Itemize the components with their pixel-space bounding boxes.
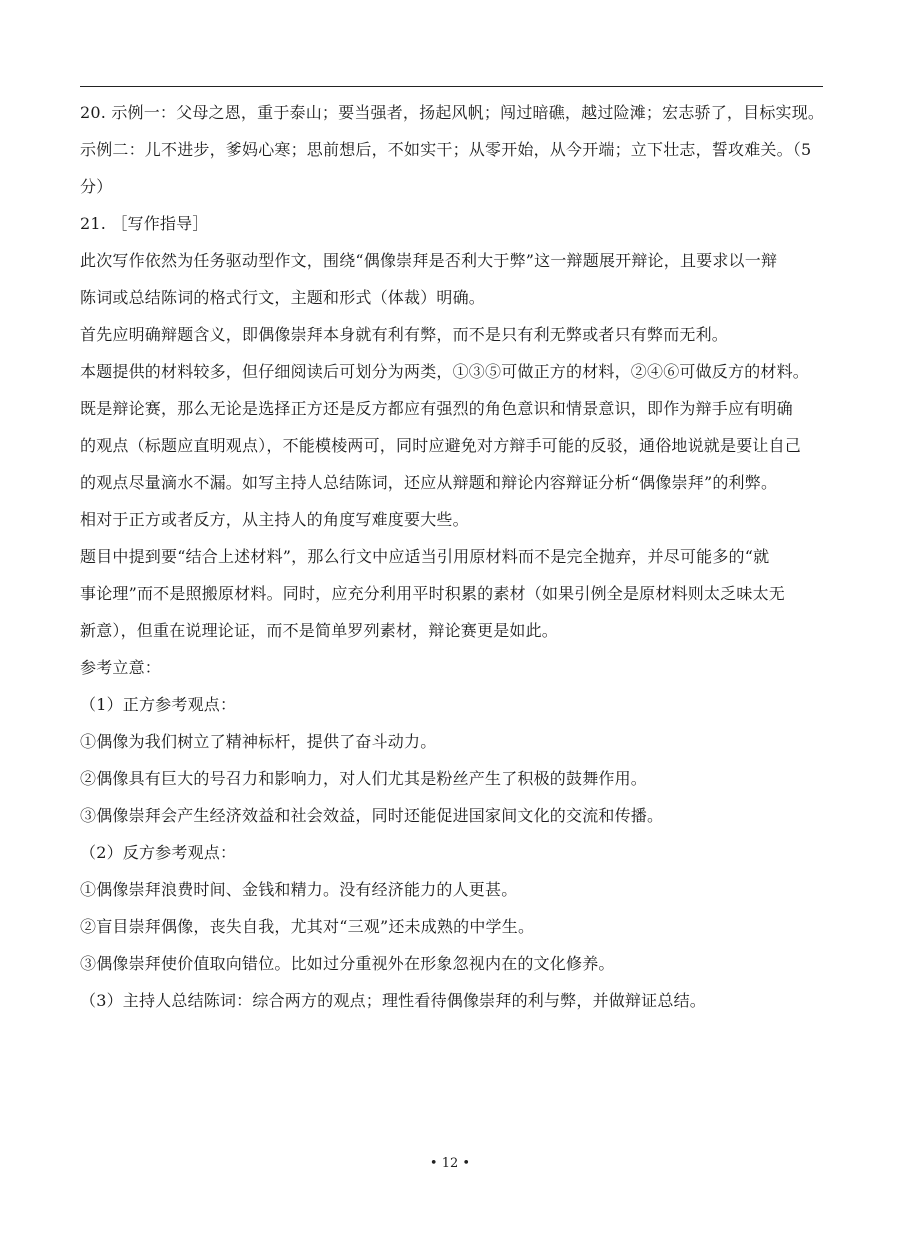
list-item: ③偶像崇拜会产生经济效益和社会效益，同时还能促进国家间文化的交流和传播。: [80, 806, 664, 825]
text-line: 题目中提到要“结合上述材料”，那么行文中应适当引用原材料而不是完全抛弃，并尽可能多的“就: [80, 547, 770, 566]
list-item: ③偶像崇拜使价值取向错位。比如过分重视外在形象忽视内在的文化修养。: [80, 954, 615, 973]
text-line: 20. 示例一：父母之恩，重于泰山；要当强者，扬起风帆；闯过暗礁，越过险滩；宏志骄了，目标实现。: [80, 103, 825, 122]
text-line: 首先应明确辩题含义，即偶像崇拜本身就有利有弊，而不是只有利无弊或者只有弊而无利。: [80, 325, 729, 344]
text-line: 既是辩论赛，那么无论是选择正方还是反方都应有强烈的角色意识和情景意识，即作为辩手应有明确: [80, 399, 793, 418]
sub-heading: （1）正方参考观点：: [80, 695, 237, 714]
text-line: 示例二：儿不进步，爹妈心寒；思前想后，不如实干；从零开始，从今开端；立下壮志，誓攻难关。（5: [80, 140, 812, 159]
text-line: 相对于正方或者反方，从主持人的角度写难度要大些。: [80, 510, 469, 529]
sub-heading: 参考立意：: [80, 658, 162, 677]
list-item: ②偶像具有巨大的号召力和影响力，对人们尤其是粉丝产生了积极的鼓舞作用。: [80, 769, 648, 788]
text-line: 陈词或总结陈词的格式行文，主题和形式（体裁）明确。: [80, 288, 486, 307]
list-item: ②盲目崇拜偶像，丧失自我，尤其对“三观”还未成熟的中学生。: [80, 917, 535, 936]
header-rule: [80, 86, 823, 87]
list-item: ①偶像崇拜浪费时间、金钱和精力。没有经济能力的人更甚。: [80, 880, 518, 899]
page-number: • 12 •: [429, 1156, 471, 1171]
text-line: 新意），但重在说理论证，而不是简单罗列素材，辩论赛更是如此。: [80, 621, 559, 640]
text-line: 此次写作依然为任务驱动型作文，围绕“偶像崇拜是否利大于弊”这一辩题展开辩论，且要求以一辩: [80, 251, 778, 270]
sub-heading: （2）反方参考观点：: [80, 843, 237, 862]
text-line: 的观点（标题应直明观点），不能模棱两可，同时应避免对方辩手可能的反驳，通俗地说就是要让自己: [80, 436, 802, 455]
text-line: 的观点尽量滴水不漏。如写主持人总结陈词，还应从辩题和辩论内容辩证分析“偶像崇拜”的利弊。: [80, 473, 778, 492]
section-heading: 21. ［写作指导］: [80, 214, 209, 233]
sub-heading: （3）主持人总结陈词：综合两方的观点；理性看待偶像崇拜的利与弊，并做辩证总结。: [80, 991, 706, 1010]
answer-text-body: [80, 94, 825, 1019]
text-line: 本题提供的材料较多，但仔细阅读后可划分为两类，①③⑤可做正方的材料，②④⑥可做反方的材料。: [80, 362, 810, 381]
text-line: 分）: [80, 177, 113, 196]
text-line: 事论理”而不是照搬原材料。同时，应充分利用平时积累的素材（如果引例全是原材料则太乏味太无: [80, 584, 785, 603]
list-item: ①偶像为我们树立了精神标杆，提供了奋斗动力。: [80, 732, 437, 751]
